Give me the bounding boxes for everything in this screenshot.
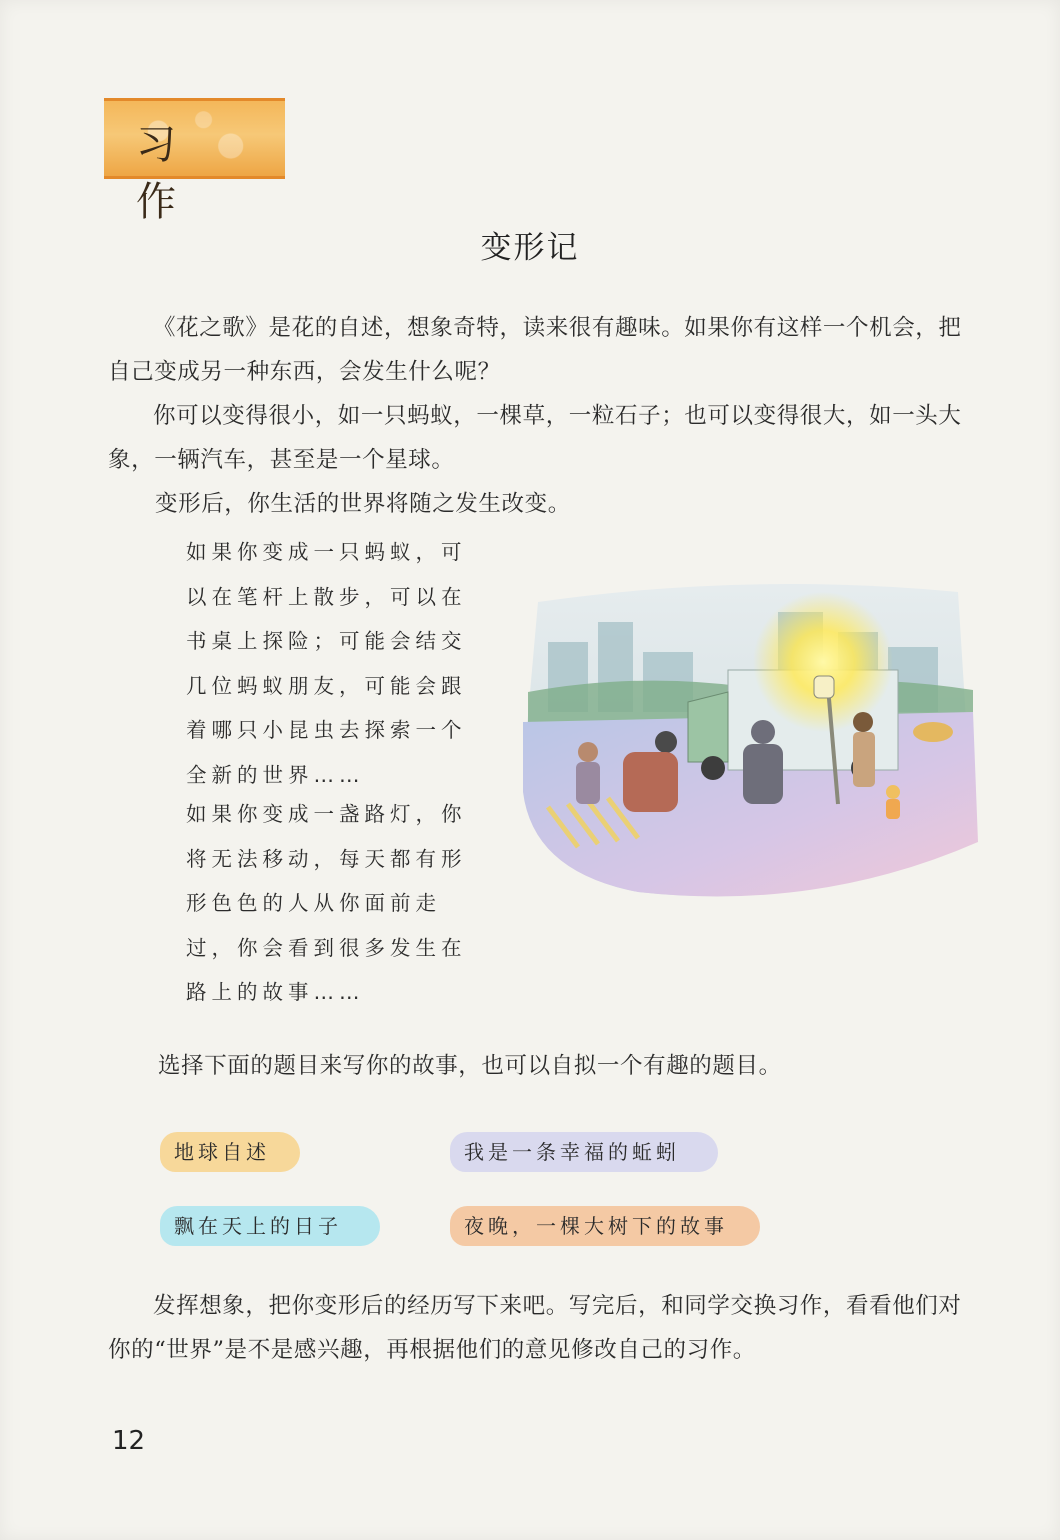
change-paragraph: 变形后，你生活的世界将随之发生改变。 — [155, 491, 571, 517]
ant-example: 如果你变成一只蚂蚁，可以在笔杆上散步，可以在书桌上探险；可能会结交几位蚂蚁朋友，可能会跟着哪只小昆虫去探索一个全新的世界…… — [186, 540, 467, 787]
street-scene-illustration — [518, 572, 980, 904]
section-banner — [104, 98, 285, 225]
topic-tag: 我是一条幸福的蚯蚓 — [450, 1132, 718, 1172]
closing-paragraph: 发挥想象，把你变形后的经历写下来吧。写完后，和同学交换习作，看看他们对你的“世界”是不是感兴趣，再根据他们的意见修改自己的习作。 — [108, 1293, 962, 1363]
topic-prompt: 选择下面的题目来写你的故事，也可以自拟一个有趣的题目。 — [158, 1053, 782, 1079]
page-number: 12 — [112, 1426, 146, 1456]
topic-tag: 夜晚，一棵大树下的故事 — [450, 1206, 760, 1246]
page-title: 变形记 — [480, 230, 580, 266]
topic-tag: 地球自述 — [160, 1132, 300, 1172]
topic-tag: 飘在天上的日子 — [160, 1206, 380, 1246]
intro-paragraph: 《花之歌》是花的自述，想象奇特，读来很有趣味。如果你有这样一个机会，把自己变成另一种东西，会发生什么呢？ — [108, 315, 962, 385]
section-label: 习 作 — [136, 122, 210, 225]
streetlamp-example: 如果你变成一盏路灯，你将无法移动，每天都有形形色色的人从你面前走过，你会看到很多发生在路上的故事…… — [186, 802, 467, 1004]
options-paragraph: 你可以变得很小，如一只蚂蚁，一棵草，一粒石子；也可以变得很大，如一头大象，一辆汽车，甚至是一个星球。 — [108, 403, 962, 473]
